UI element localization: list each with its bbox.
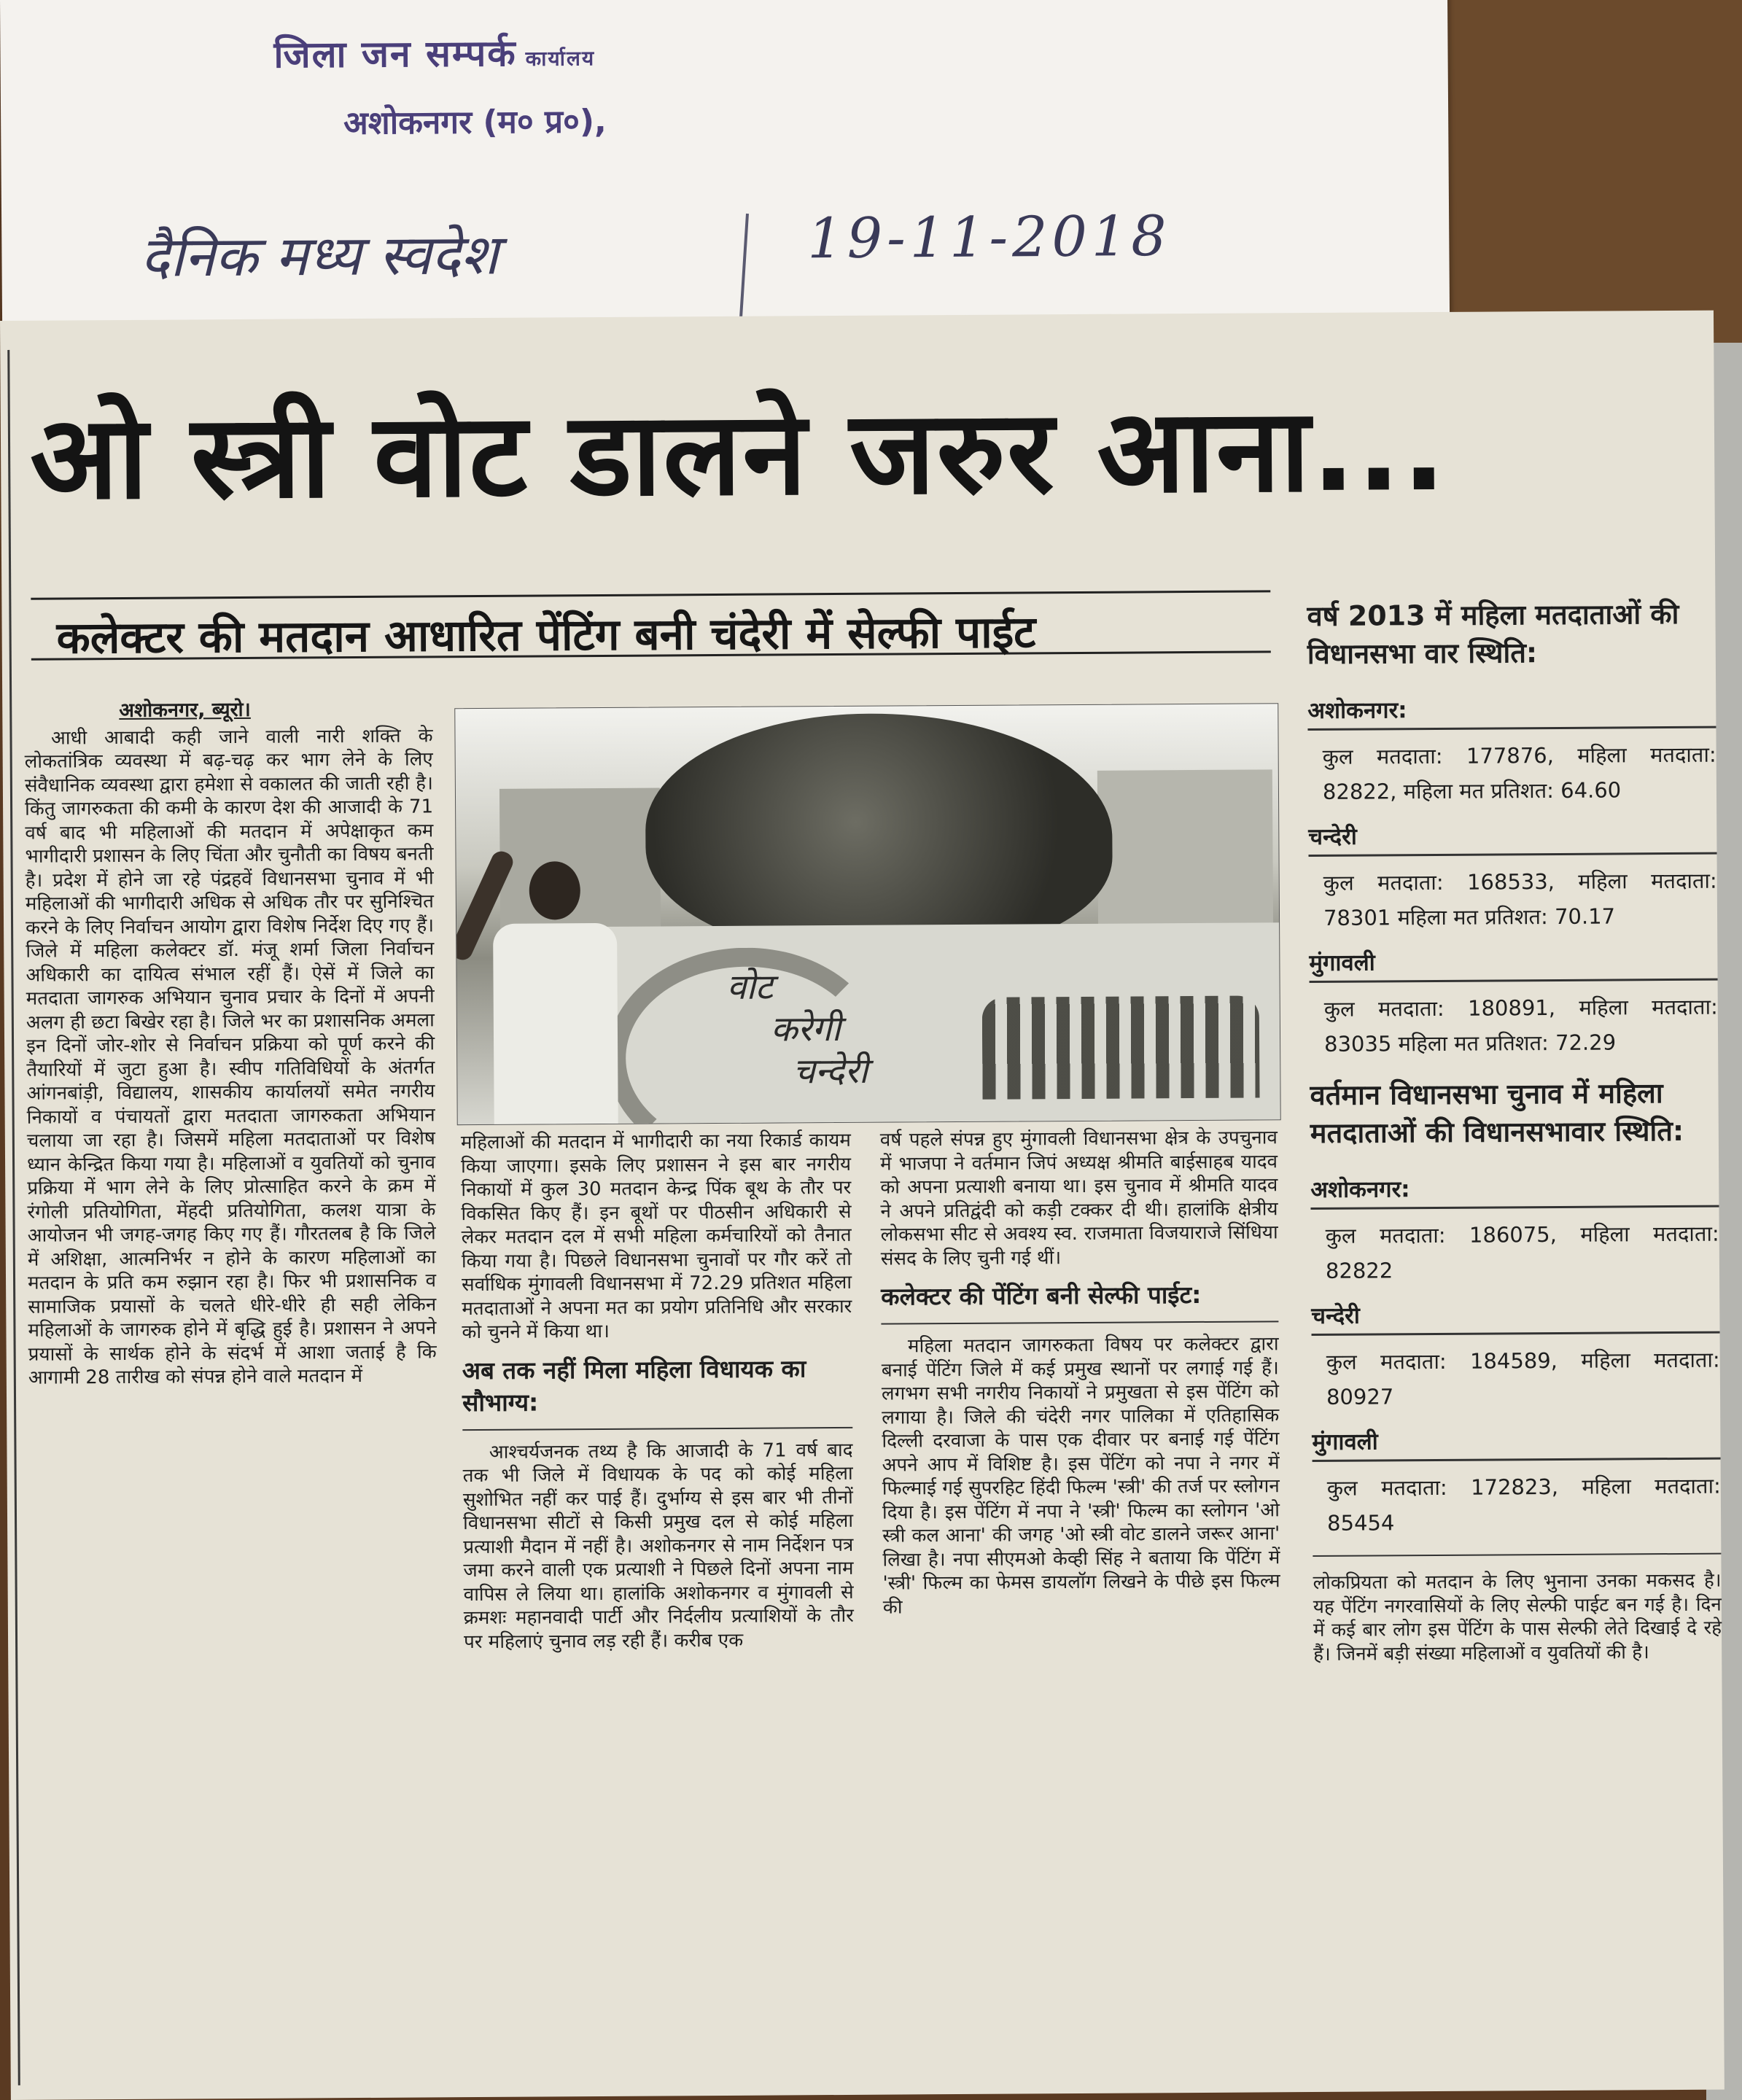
dateline: अशोकनगर, ब्यूरो। (119, 698, 251, 723)
constituency-name: मुंगावली (1309, 945, 1717, 983)
photo-tree (645, 712, 1113, 956)
stats-2013-chanderi (1308, 819, 1717, 936)
photo-painted-figures (982, 995, 1260, 1099)
column-3-text: वर्ष पहले संपन्न हुए मुंगावली विधानसभा क्षेत्र के उपचुनाव में भाजपा ने वर्तमान जिपं अध्यक्ष श्रीमति बाईसाहब यादव को अपना प्रत्याशी बनाया था। इस चुनाव में श्रीमति यादव ने अपने प्रतिद्वंदी को कड़ी टक्कर दी थी। हालांकि क्षेत्रीय लोकसभा सीट से अवश्य स्व. राजमाता विजयाराजे सिंधिया संसद के लिए चुनी गई थीं। (879, 1127, 1278, 1270)
newspaper-clipping (0, 311, 1724, 2100)
constituency-stats: कुल मतदाता: 184589, महिला मतदाता: 80927 (1326, 1347, 1720, 1409)
constituency-name: चन्देरी (1308, 819, 1716, 857)
stats-current-chanderi (1311, 1298, 1720, 1415)
photo-wall-slogan (726, 965, 868, 1093)
column-3-subheading: कलेक्टर की पेंटिंग बनी सेल्फी पाईट: (881, 1280, 1202, 1311)
sidebar-heading-2013: वर्ष 2013 में महिला मतदाताओं की विधानसभा वार स्थिति: (1307, 597, 1679, 671)
stats-current-mungaoli (1312, 1424, 1721, 1541)
photo-building-2 (1097, 769, 1273, 945)
newspaper-name: दैनिक मध्य स्वदेश (140, 222, 499, 289)
constituency-stats: कुल मतदाता: 186075, महिला मतदाता: 82822 (1325, 1221, 1719, 1283)
article-column-3 (880, 1126, 1280, 1619)
header-slip (0, 0, 1450, 343)
stamp-line-1-small: कार्यालय (525, 46, 596, 71)
office-stamp-location: अशोकनगर (म० प्र०), (343, 103, 607, 142)
column-2-text: महिलाओं की मतदान में भागीदारी का नया रिकार्ड कायम किया जाएगा। इसके लिए प्रशासन ने इस बार नगरीय निकायों में कुल 30 मतदान केन्द्र पिंक बूथ के तौर पर विकसित किए हैं। इन बूथों पर पीठसीन अधिकारी से लेकर मतदान दल में सभी महिला कर्मचारियों को तैनात किया गया है। पिछले विधानसभा चुनावों पर गौर करें तो सर्वाधिक मुंगावली विधानसभा में 72.29 प्रतिशत महिला मतदाताओं ने अपना मत का प्रयोग प्रतिनिधि और सरकार को चुनने में किया था। (460, 1129, 852, 1344)
sidebar-heading-current: वर्तमान विधानसभा चुनाव में महिला मतदाताओं की विधानसभावार स्थिति: (1310, 1077, 1684, 1150)
constituency-stats: कुल मतदाता: 172823, महिला मतदाता: 85454 (1326, 1473, 1721, 1536)
constituency-name: अशोकनगर: (1307, 693, 1716, 731)
column-2-rule (462, 1426, 852, 1430)
stamp-line-1: जिला जन सम्पर्क (273, 32, 517, 77)
column-2-subheading: अब तक नहीं मिला महिला विधायक का सौभाग्य: (462, 1353, 806, 1417)
photo-person-head (529, 861, 580, 919)
constituency-stats: कुल मतदाता: 177876, महिला मतदाता: 82822, महिला मत प्रतिशत: 64.60 (1322, 742, 1716, 804)
constituency-name: अशोकनगर: (1310, 1172, 1719, 1210)
column-4-text: लोकप्रियता को मतदान के लिए भुनाना उनका मकसद है। यह पेंटिंग नगरवासियों के लिए सेल्फी पाईट बन गई है। दिन में कई बार लोग इस पेंटिंग के पास सेल्फी लेते दिखाई दे रहे हैं। जिनमें बड़ी संख्या महिलाओं व युवतियों की है। (1313, 1569, 1722, 1665)
photo-person-body (493, 923, 618, 1124)
constituency-name: चन्देरी (1311, 1298, 1719, 1336)
column-1-text: आधी आबादी कही जाने वाली नारी शक्ति के लोकतांत्रिक व्यवस्था में बढ़-चढ़ कर भाग लेने के लिए संवैधानिक व्यवस्था द्वारा हमेशा से वकालत की जाती रही है। किंतु जागरुकता की कमी के कारण देश की आजादी के 71 वर्ष बाद भी महिलाओं की मतदान में अपेक्षाकृत कम भागीदारी प्रशासन के लिए चिंता और चुनौती का विषय बनती है। प्रदेश में होने जा रहे पंद्रहवें विधानसभा चुनाव में भी महिलाओं की भागीदारी अधिक से अधिक तौर पर सुनिश्चित करने के लिए निर्वाचन आयोग द्वारा विशेष निर्देश दिए गए हैं। जिले में महिला कलेक्टर डॉ. मंजू शर्मा जिला निर्वाचन अधिकारी का दायित्व संभाल रहीं हैं। ऐसें में जिले का मतदाता जागरुक अभियान चुनाव प्रचार के दिनों में अपनी अलग ही छटा बिखेर रहा है। जिले भर का प्रशासनिक अमला इन दिनों जोर-शोर से निर्वाचन प्रक्रिया को पूर्ण करने की तैयारियों में जुटा हुआ है। स्वीप गतिविधियों के अंतर्गत आंगनबांड़ी, विद्यालय, शासकीय कार्यालयों समेत नगरीय निकायों व पंचायतों द्वारा मतदाता जागरुकता अभियान चलाया जा रहा है। जिसमें महिला मतदाताओं पर विशेष ध्यान केन्द्रित किया गया है। महिलाओं व युवतियों को चुनाव प्रक्रिया में भाग लेने के लिए प्रोत्साहित करने के क्रम में रंगोली प्रतियोगिता, मेंहदी प्रतियोगिता, कलश यात्रा के आयोजन भी जगह-जगह किए गए हैं। गौरतलब है कि जिले में अशिक्षा, आत्मनिर्भर न होने के कारण महिलाओं का मतदान के प्रति कम रुझान रहा है। फिर भी प्रशासनिक व सामाजिक प्रयासों के चलते धीरे-धीरे ही सही लेकिन महिलाओं के जागरुक होने में बृद्धि हुई है। प्रशासन ने अपने प्रयासों के सार्थक होने के संदर्भ में आशा जताई है कि आगामी 28 तारीख को संपन्न होने वाले मतदान में (24, 724, 437, 1389)
photo-text-karegi: करेगी (770, 1008, 841, 1050)
photo-text-vote: वोट (726, 966, 774, 1008)
headline: ओ स्त्री वोट डालने जरुर आना... (29, 382, 1448, 526)
column-3-text-b: महिला मतदान जागरुकता विषय पर कलेक्टर द्वारा बनाई पेंटिंग जिले में कई प्रमुख स्थानों पर लगाई गई हैं। लगभग सभी नगरीय निकायों ने प्रमुखता से इस पेंटिंग को लगाया है। जिले की चंदेरी नगर पालिका में एतिहासिक दिल्ली दरवाजा के पास एक दीवार पर बनाई गई पेंटिंग अपने आप में विशिष्ट है। इस पेंटिंग को नपा ने नगर में फिल्माई गई सुपरहिट हिंदी फिल्म 'स्त्री' की तर्ज पर स्लोगन दिया है। इस पेंटिंग में नपा ने 'स्त्री' फिल्म का स्लोगन 'ओ स्त्री कल आना' की जगह 'ओ स्त्री वोट डालने जरूर आना' लिखा है। नपा सीएमओ केव्ही सिंह ने बताया कि पेंटिंग में 'स्त्री' फिल्म का फेमस डायलॉग लिखने के पीछे इस फिल्म की (881, 1333, 1280, 1619)
sidebar-rule (1313, 1553, 1721, 1557)
constituency-stats: कुल मतदाता: 168533, महिला मतदाता: 78301 महिला मत प्रतिशत: 70.17 (1323, 868, 1717, 930)
stats-current-ashoknagar (1310, 1172, 1719, 1288)
constituency-name: मुंगावली (1312, 1424, 1720, 1462)
constituency-stats: कुल मतदाता: 180891, महिला मतदाता: 83035 महिला मत प्रतिशत: 72.29 (1323, 994, 1718, 1057)
clipping-border (7, 350, 20, 2085)
photo-person-selfie (470, 839, 618, 1124)
article-column-2 (461, 1129, 854, 1654)
sidebar-stats (1307, 595, 1722, 1666)
office-stamp (273, 26, 595, 78)
photo-text-chanderi: चन्देरी (793, 1050, 868, 1092)
subhead: कलेक्टर की मतदान आधारित पेंटिंग बनी चंदेरी में सेल्फी पाईट (56, 607, 1036, 664)
column-3-rule (881, 1321, 1278, 1324)
article-column-1 (24, 697, 437, 1390)
article-photo (454, 703, 1280, 1125)
stats-2013-ashoknagar (1307, 693, 1716, 809)
background-wall (1447, 0, 1742, 343)
clipping-date: 19-11-2018 (806, 203, 1171, 271)
column-2-text-b: आश्चर्यजनक तथ्य है कि आजादी के 71 वर्ष बाद तक भी जिले में विधायक के पद को कोई महिला सुशोभित नहीं कर पाई हैं। दुर्भाग्य से इस बार भी तीनों विधानसभा सीटों से किसी प्रमुख दल से कोई महिला प्रत्याशी मैदान में नहीं है। अशोकनगर से नाम निर्देशन पत्र जमा करने वाली एक प्रत्याशी ने पिछले दिनों अपना नाम वापिस ले लिया था। हालांकि अशोकनगर व मुंगावली से क्रमशः महानवादी पार्टी और निर्दलीय प्रत्याशियों के तौर पर महिलाएं चुनाव लड़ रही हैं। करीब एक (462, 1439, 854, 1653)
stats-2013-mungaoli (1309, 945, 1718, 1062)
